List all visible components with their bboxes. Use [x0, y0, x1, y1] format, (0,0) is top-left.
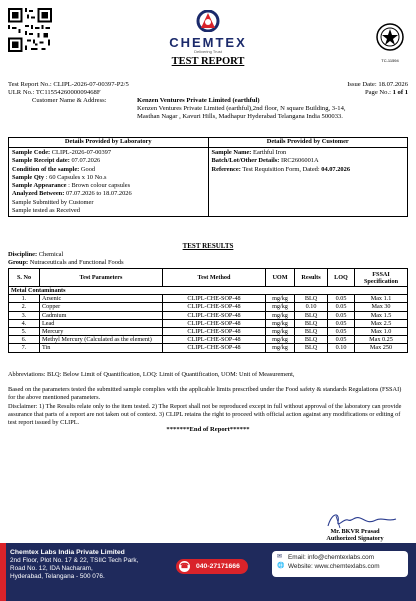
end-of-report: *******End of Report******: [166, 426, 250, 433]
report-title: TEST REPORT: [171, 56, 245, 67]
phone-icon: ☎: [180, 563, 189, 570]
table-row: 4. Lead CLIPL-CHE-SOP-48 mg/kg BLQ 0.05 Max 2.5: [9, 319, 408, 327]
globe-icon: 🌐: [277, 563, 285, 569]
brand-tagline: Delivering Trust: [194, 49, 222, 54]
customer-address-1: Kenzen Ventures Private Limited (earthful),2nd floor, N square Building, 3-14,: [137, 105, 346, 112]
lab-detail-row: Sample Code: CLIPL-2026-07-00397: [12, 149, 112, 156]
signatory-name: Mr. BKVR Prasad: [330, 528, 380, 535]
customer-name: Kenzen Ventures Private Limited (earthful): [137, 97, 260, 104]
results-title: TEST RESULTS: [182, 242, 234, 250]
table-row: 3. Cadmium CLIPL-CHE-SOP-48 mg/kg BLQ 0.05 Max 1.5: [9, 311, 408, 319]
column-header: LOQ: [328, 269, 355, 287]
group-line: Group: Nutraceuticals and Functional Foods: [8, 258, 124, 266]
lab-details-cell: [9, 148, 209, 217]
accreditation-code: TC-11594: [381, 58, 399, 63]
customer-detail-row: Batch/Lot/Other Details: IRC2606001A: [211, 157, 319, 165]
footer-company-block: [10, 549, 138, 581]
footer-phone[interactable]: [176, 559, 248, 574]
column-header: Results: [295, 269, 328, 287]
nabl-seal-icon: [375, 22, 405, 52]
table-row: 1. Arsenic CLIPL-CHE-SOP-48 mg/kg BLQ 0.05 Max 1.1: [9, 295, 408, 303]
column-header: Test Parameters: [40, 269, 163, 287]
footer-website[interactable]: Website: www.chemtexlabs.com: [288, 563, 380, 570]
customer-detail-row: Sample Name: Earthful Iron: [211, 149, 287, 156]
footer-phone-number: 040-27171666: [196, 563, 240, 570]
brand-name: CHEMTEX: [169, 35, 247, 50]
lab-details-heading: Details Provided by Laboratory: [9, 138, 209, 148]
discipline-line: Discipline: Chemical: [8, 251, 64, 258]
issue-date-line: Issue Date: 18.07.2026: [347, 81, 408, 88]
table-row: 2. Copper CLIPL-CHE-SOP-48 mg/kg 0.10 0.05 Max 30: [9, 303, 408, 311]
customer-address-2: Masthan Nagar , Kavuri Hills, Madhapur Hyderabad Telangana India 500033.: [137, 113, 343, 120]
results-table: [8, 268, 408, 353]
column-header: Test Method: [163, 269, 266, 287]
footer-company-name: Chemtex Labs India Private Limited: [10, 549, 125, 556]
lab-detail-row: Condition of the sample: Good: [12, 165, 96, 173]
column-header: S. No: [9, 269, 40, 287]
footer-email[interactable]: Email: info@chemtexlabs.com: [288, 554, 375, 561]
lab-note: Sample Submitted by Customer: [12, 198, 94, 206]
abbreviations-note: Abbreviations: BLQ: Below Limit of Quantification, LOQ: Limit of Quantification, UOM: Unit of Measurement,: [8, 371, 295, 378]
report-number: CLIPL-2026-07-00397-P2/5: [53, 81, 129, 88]
compliance-statement: Based on the parameters tested the submitted sample complies with the applicable limits prescribed under the Food safety & standards Regulations (FSSAI) for the above mentioned parameters.: [8, 386, 402, 401]
column-header: FSSAI Specification: [355, 269, 408, 287]
ulr-line: ULR No.: TC1155426000009468F: [8, 89, 101, 96]
email-icon: ✉: [277, 554, 283, 560]
customer-detail-row: Reference: Test Requisition Form, Dated: 04.07.2026: [211, 165, 351, 173]
issue-date: 18.07.2026: [378, 81, 408, 88]
customer-details-heading: Details Provided by Customer: [208, 138, 408, 148]
qr-code: [8, 8, 52, 52]
footer-address-2: Road No. 12, IDA Nacharam,: [10, 565, 93, 572]
footer-address-1: 2nd Floor, Plot No. 17 & 22, TSIIC Tech Park,: [10, 557, 139, 564]
brand-logo: [150, 10, 266, 54]
footer: [0, 543, 416, 601]
sample-details-table: [8, 137, 408, 217]
footer-contact-box: [272, 551, 408, 577]
lab-detail-row: Analyzed Between: 07.07.2026 to 18.07.2026: [12, 190, 132, 198]
column-header: UOM: [266, 269, 295, 287]
table-row: 6. Methyl Mercury (Calculated as the element) CLIPL-CHE-SOP-48 mg/kg BLQ 0.05 Max 0.25: [9, 336, 408, 344]
page-number: 1 of 1: [392, 89, 408, 96]
page-number-line: Page No.: 1 of 1: [364, 89, 408, 96]
signatory-title: Authorized Signatory: [326, 535, 384, 543]
customer-label: Customer Name & Address:: [32, 97, 107, 104]
table-row: 7. Tin CLIPL-CHE-SOP-48 mg/kg BLQ 0.10 Max 250: [9, 344, 408, 352]
customer-details-cell: [208, 148, 408, 217]
disclaimer: Disclaimer: 1) The Results relate only to the item tested. 2) The Report shall not be reproduced except in full without approval of the laboratory can provide assurance that parts of a report are not taken out of context. 3) CLIPL retains the right to proceed with official action against any modifications or editing of test report issued by CLIPL.: [8, 403, 402, 426]
lab-detail-row: Sample Receipt date: 07.07.2026: [12, 157, 101, 165]
report-number-line: Test Report No.: CLIPL-2026-07-00397-P2/5: [8, 81, 129, 88]
lab-detail-row: Sample Appearance : Brown colour capsules: [12, 182, 131, 190]
ulr-number: TC1155426000009468F: [35, 89, 101, 96]
chemtex-logo-icon: [195, 10, 221, 32]
table-row: 5. Mercury CLIPL-CHE-SOP-48 mg/kg BLQ 0.05 Max 1.0: [9, 328, 408, 336]
group-row: Metal Contaminants: [9, 287, 408, 295]
lab-note: Sample tested as Received: [12, 207, 80, 215]
footer-address-3: Hyderabad, Telangana - 500 076.: [10, 573, 105, 580]
discipline-block: [8, 251, 124, 266]
signatory-block: [300, 528, 410, 543]
footer-accent: [0, 543, 6, 601]
lab-detail-row: Sample Qty : 60 Capsules x 10 No.s: [12, 173, 107, 181]
